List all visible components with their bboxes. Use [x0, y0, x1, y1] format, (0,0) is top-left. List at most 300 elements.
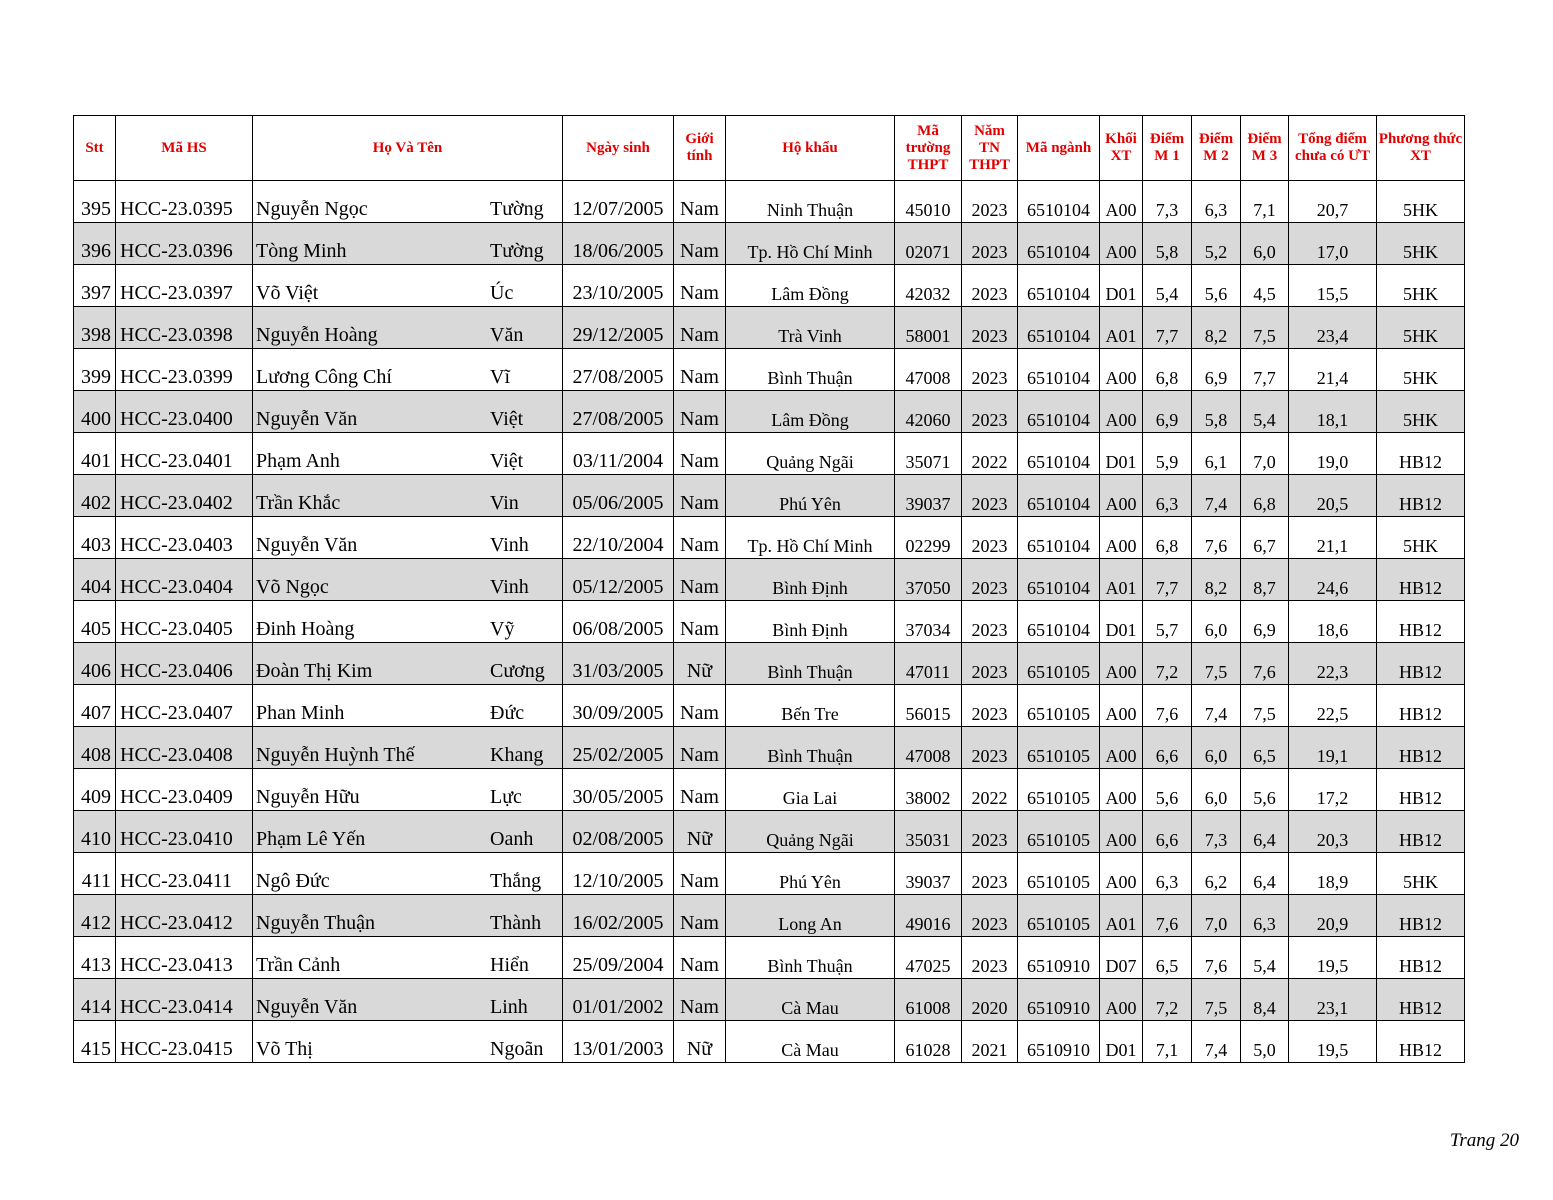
header-khoi: Khối XT: [1100, 116, 1143, 181]
cell-ho-ten: [253, 559, 563, 601]
cell-phuong-thuc: HB12: [1377, 979, 1465, 1021]
cell-nam-tn: 2023: [962, 181, 1018, 223]
cell-nam-tn: 2023: [962, 307, 1018, 349]
cell-ngay-sinh: 23/10/2005: [563, 265, 674, 307]
ho-dem: Phan Minh: [256, 702, 345, 724]
cell-diem2: 5,2: [1192, 223, 1241, 265]
cell-nam-tn: 2023: [962, 895, 1018, 937]
cell-tong: 20,7: [1289, 181, 1377, 223]
cell-ngay-sinh: 01/01/2002: [563, 979, 674, 1021]
cell-ma-hs: HCC-23.0410: [116, 811, 253, 853]
cell-ho-ten: [253, 181, 563, 223]
cell-phuong-thuc: 5HK: [1377, 307, 1465, 349]
cell-diem2: 6,1: [1192, 433, 1241, 475]
ho-dem: Nguyễn Hoàng: [256, 324, 378, 346]
table-row: [74, 559, 1465, 601]
cell-ho-khau: Ninh Thuận: [726, 181, 895, 223]
cell-tong: 22,5: [1289, 685, 1377, 727]
ho-dem: Tòng Minh: [256, 240, 347, 262]
cell-tong: 18,1: [1289, 391, 1377, 433]
cell-ngay-sinh: 25/02/2005: [563, 727, 674, 769]
cell-diem3: 5,4: [1241, 391, 1289, 433]
cell-gioi-tinh: Nam: [674, 895, 726, 937]
table-row: [74, 685, 1465, 727]
cell-gioi-tinh: Nam: [674, 601, 726, 643]
cell-ho-ten: [253, 349, 563, 391]
cell-ho-khau: Gia Lai: [726, 769, 895, 811]
header-stt: Stt: [74, 116, 116, 181]
table-row: [74, 727, 1465, 769]
cell-ngay-sinh: 30/09/2005: [563, 685, 674, 727]
cell-nam-tn: 2023: [962, 727, 1018, 769]
cell-ma-nganh: 6510104: [1018, 391, 1100, 433]
cell-ma-nganh: 6510104: [1018, 307, 1100, 349]
page-number: Trang 20: [1449, 1130, 1519, 1151]
cell-diem2: 7,5: [1192, 979, 1241, 1021]
cell-ma-nganh: 6510104: [1018, 601, 1100, 643]
cell-ma-nganh: 6510104: [1018, 517, 1100, 559]
header-diem3: Điểm M 3: [1241, 116, 1289, 181]
header-tong: Tổng điểm chưa có ƯT: [1289, 116, 1377, 181]
cell-ma-truong: 39037: [895, 853, 962, 895]
cell-diem1: 5,7: [1143, 601, 1192, 643]
cell-ngay-sinh: 02/08/2005: [563, 811, 674, 853]
table-row: [74, 895, 1465, 937]
cell-khoi: A00: [1100, 643, 1143, 685]
ho-dem: Nguyễn Văn: [256, 534, 358, 556]
cell-ho-ten: [253, 433, 563, 475]
ten: Cương: [490, 660, 545, 682]
cell-ngay-sinh: 16/02/2005: [563, 895, 674, 937]
cell-ho-khau: Bình Thuận: [726, 727, 895, 769]
cell-phuong-thuc: 5HK: [1377, 265, 1465, 307]
cell-ho-ten: [253, 937, 563, 979]
table-row: [74, 811, 1465, 853]
cell-khoi: A00: [1100, 727, 1143, 769]
cell-ngay-sinh: 29/12/2005: [563, 307, 674, 349]
cell-ngay-sinh: 13/01/2003: [563, 1021, 674, 1063]
cell-nam-tn: 2023: [962, 265, 1018, 307]
cell-ma-hs: HCC-23.0404: [116, 559, 253, 601]
table-row: [74, 643, 1465, 685]
cell-diem3: 6,8: [1241, 475, 1289, 517]
ten: Vỹ: [490, 618, 515, 640]
cell-tong: 20,3: [1289, 811, 1377, 853]
cell-ho-ten: [253, 769, 563, 811]
cell-khoi: D01: [1100, 1021, 1143, 1063]
cell-ma-hs: HCC-23.0398: [116, 307, 253, 349]
cell-diem3: 5,0: [1241, 1021, 1289, 1063]
cell-ma-truong: 47008: [895, 349, 962, 391]
cell-ma-truong: 37050: [895, 559, 962, 601]
ten: Việt: [490, 408, 524, 430]
header-diem2: Điểm M 2: [1192, 116, 1241, 181]
cell-gioi-tinh: Nam: [674, 979, 726, 1021]
cell-ma-nganh: 6510104: [1018, 559, 1100, 601]
cell-ma-hs: HCC-23.0413: [116, 937, 253, 979]
cell-ngay-sinh: 05/06/2005: [563, 475, 674, 517]
cell-nam-tn: 2023: [962, 391, 1018, 433]
cell-stt: 406: [74, 643, 116, 685]
cell-tong: 24,6: [1289, 559, 1377, 601]
cell-ho-ten: [253, 811, 563, 853]
cell-ma-hs: HCC-23.0414: [116, 979, 253, 1021]
cell-tong: 19,0: [1289, 433, 1377, 475]
ten: Vin: [490, 492, 519, 514]
cell-ma-truong: 47008: [895, 727, 962, 769]
cell-tong: 20,9: [1289, 895, 1377, 937]
cell-nam-tn: 2023: [962, 685, 1018, 727]
cell-diem2: 8,2: [1192, 559, 1241, 601]
table-row: [74, 433, 1465, 475]
table-row: [74, 601, 1465, 643]
cell-ma-hs: HCC-23.0396: [116, 223, 253, 265]
cell-tong: 19,1: [1289, 727, 1377, 769]
cell-diem3: 8,4: [1241, 979, 1289, 1021]
ten: Tường: [490, 198, 544, 220]
cell-ho-khau: Trà Vinh: [726, 307, 895, 349]
cell-ma-hs: HCC-23.0409: [116, 769, 253, 811]
cell-tong: 19,5: [1289, 937, 1377, 979]
header-ma-truong: Mã trường THPT: [895, 116, 962, 181]
cell-diem1: 6,9: [1143, 391, 1192, 433]
cell-gioi-tinh: Nam: [674, 769, 726, 811]
cell-phuong-thuc: HB12: [1377, 895, 1465, 937]
cell-diem3: 6,4: [1241, 853, 1289, 895]
cell-diem3: 4,5: [1241, 265, 1289, 307]
cell-gioi-tinh: Nam: [674, 559, 726, 601]
cell-ho-ten: [253, 307, 563, 349]
cell-diem2: 8,2: [1192, 307, 1241, 349]
cell-nam-tn: 2023: [962, 559, 1018, 601]
cell-stt: 409: [74, 769, 116, 811]
cell-ma-hs: HCC-23.0401: [116, 433, 253, 475]
cell-ngay-sinh: 30/05/2005: [563, 769, 674, 811]
cell-ho-ten: [253, 223, 563, 265]
cell-ho-khau: Quảng Ngãi: [726, 811, 895, 853]
cell-khoi: A00: [1100, 391, 1143, 433]
cell-ma-hs: HCC-23.0399: [116, 349, 253, 391]
cell-ma-nganh: 6510105: [1018, 727, 1100, 769]
cell-ma-nganh: 6510104: [1018, 181, 1100, 223]
cell-gioi-tinh: Nam: [674, 265, 726, 307]
ho-dem: Phạm Anh: [256, 450, 340, 472]
ten: Tường: [490, 240, 544, 262]
cell-ma-hs: HCC-23.0397: [116, 265, 253, 307]
cell-ho-ten: [253, 895, 563, 937]
ho-dem: Võ Ngọc: [256, 576, 329, 598]
cell-ma-truong: 35071: [895, 433, 962, 475]
cell-ma-hs: HCC-23.0411: [116, 853, 253, 895]
cell-ma-nganh: 6510104: [1018, 223, 1100, 265]
cell-ma-truong: 42032: [895, 265, 962, 307]
cell-ma-hs: HCC-23.0408: [116, 727, 253, 769]
cell-diem1: 7,1: [1143, 1021, 1192, 1063]
cell-ma-hs: HCC-23.0407: [116, 685, 253, 727]
table-row: [74, 223, 1465, 265]
cell-gioi-tinh: Nam: [674, 727, 726, 769]
cell-khoi: A00: [1100, 853, 1143, 895]
ten: Vinh: [490, 534, 529, 556]
cell-diem2: 7,4: [1192, 475, 1241, 517]
cell-ma-nganh: 6510910: [1018, 937, 1100, 979]
ten: Khang: [490, 744, 544, 766]
cell-ho-ten: [253, 475, 563, 517]
ten: Việt: [490, 450, 524, 472]
cell-ma-truong: 49016: [895, 895, 962, 937]
cell-stt: 413: [74, 937, 116, 979]
cell-tong: 21,4: [1289, 349, 1377, 391]
ho-dem: Trần Khắc: [256, 492, 341, 514]
cell-ma-truong: 47011: [895, 643, 962, 685]
cell-ngay-sinh: 27/08/2005: [563, 391, 674, 433]
cell-ma-hs: HCC-23.0412: [116, 895, 253, 937]
cell-stt: 403: [74, 517, 116, 559]
cell-diem3: 6,3: [1241, 895, 1289, 937]
header-diem1: Điểm M 1: [1143, 116, 1192, 181]
cell-ngay-sinh: 25/09/2004: [563, 937, 674, 979]
cell-phuong-thuc: HB12: [1377, 559, 1465, 601]
cell-khoi: D01: [1100, 265, 1143, 307]
cell-ma-nganh: 6510104: [1018, 433, 1100, 475]
header-gioi-tinh: Giới tính: [674, 116, 726, 181]
ten: Thắng: [490, 870, 542, 892]
cell-diem3: 6,4: [1241, 811, 1289, 853]
cell-phuong-thuc: 5HK: [1377, 391, 1465, 433]
cell-diem3: 7,5: [1241, 307, 1289, 349]
cell-stt: 415: [74, 1021, 116, 1063]
cell-ma-truong: 35031: [895, 811, 962, 853]
cell-diem2: 5,6: [1192, 265, 1241, 307]
cell-tong: 19,5: [1289, 1021, 1377, 1063]
cell-ho-khau: Long An: [726, 895, 895, 937]
ho-dem: Nguyễn Hữu: [256, 786, 360, 808]
cell-ho-khau: Bình Thuận: [726, 937, 895, 979]
cell-stt: 411: [74, 853, 116, 895]
cell-ma-truong: 42060: [895, 391, 962, 433]
cell-stt: 397: [74, 265, 116, 307]
header-ngay-sinh: Ngày sinh: [563, 116, 674, 181]
cell-khoi: A00: [1100, 475, 1143, 517]
cell-gioi-tinh: Nam: [674, 391, 726, 433]
header-ho-ten: Họ Và Tên: [253, 116, 563, 181]
cell-khoi: A00: [1100, 979, 1143, 1021]
cell-ma-nganh: 6510105: [1018, 685, 1100, 727]
cell-diem3: 5,4: [1241, 937, 1289, 979]
cell-diem1: 5,8: [1143, 223, 1192, 265]
cell-ma-hs: HCC-23.0403: [116, 517, 253, 559]
ten: Vĩ: [490, 366, 510, 388]
cell-nam-tn: 2023: [962, 643, 1018, 685]
cell-nam-tn: 2022: [962, 433, 1018, 475]
header-ma-hs: Mã HS: [116, 116, 253, 181]
table-row: [74, 265, 1465, 307]
cell-ho-khau: Tp. Hồ Chí Minh: [726, 517, 895, 559]
cell-phuong-thuc: 5HK: [1377, 181, 1465, 223]
cell-nam-tn: 2023: [962, 811, 1018, 853]
cell-tong: 17,0: [1289, 223, 1377, 265]
cell-ho-khau: Bình Định: [726, 601, 895, 643]
cell-diem1: 6,6: [1143, 727, 1192, 769]
table-row: [74, 475, 1465, 517]
cell-stt: 396: [74, 223, 116, 265]
cell-stt: 410: [74, 811, 116, 853]
table-row: [74, 979, 1465, 1021]
cell-tong: 17,2: [1289, 769, 1377, 811]
cell-diem1: 6,8: [1143, 349, 1192, 391]
ho-dem: Ngô Đức: [256, 870, 330, 892]
cell-diem2: 5,8: [1192, 391, 1241, 433]
cell-ho-khau: Cà Mau: [726, 1021, 895, 1063]
cell-khoi: D01: [1100, 601, 1143, 643]
cell-khoi: A01: [1100, 307, 1143, 349]
cell-stt: 414: [74, 979, 116, 1021]
cell-gioi-tinh: Nam: [674, 181, 726, 223]
cell-stt: 398: [74, 307, 116, 349]
cell-phuong-thuc: 5HK: [1377, 223, 1465, 265]
cell-gioi-tinh: Nam: [674, 349, 726, 391]
cell-diem3: 7,1: [1241, 181, 1289, 223]
cell-khoi: A00: [1100, 769, 1143, 811]
cell-diem2: 7,0: [1192, 895, 1241, 937]
cell-stt: 407: [74, 685, 116, 727]
ho-dem: Đoàn Thị Kim: [256, 660, 373, 682]
cell-ho-khau: Quảng Ngãi: [726, 433, 895, 475]
cell-tong: 23,1: [1289, 979, 1377, 1021]
cell-ma-hs: HCC-23.0406: [116, 643, 253, 685]
cell-ho-khau: Phú Yên: [726, 475, 895, 517]
ten: Oanh: [490, 828, 534, 850]
ho-dem: Nguyễn Ngọc: [256, 198, 368, 220]
cell-diem2: 6,0: [1192, 601, 1241, 643]
ten: Văn: [490, 324, 524, 346]
cell-ho-khau: Phú Yên: [726, 853, 895, 895]
cell-diem2: 7,3: [1192, 811, 1241, 853]
table-row: [74, 1021, 1465, 1063]
cell-ma-truong: 56015: [895, 685, 962, 727]
cell-diem3: 5,6: [1241, 769, 1289, 811]
cell-diem1: 6,5: [1143, 937, 1192, 979]
cell-diem2: 6,3: [1192, 181, 1241, 223]
cell-nam-tn: 2023: [962, 517, 1018, 559]
cell-diem3: 7,0: [1241, 433, 1289, 475]
cell-ma-nganh: 6510104: [1018, 349, 1100, 391]
cell-diem1: 7,3: [1143, 181, 1192, 223]
cell-tong: 22,3: [1289, 643, 1377, 685]
cell-diem2: 7,4: [1192, 1021, 1241, 1063]
table-row: [74, 853, 1465, 895]
table-row: [74, 517, 1465, 559]
cell-stt: 402: [74, 475, 116, 517]
cell-stt: 405: [74, 601, 116, 643]
cell-nam-tn: 2022: [962, 769, 1018, 811]
cell-gioi-tinh: Nam: [674, 685, 726, 727]
ho-dem: Nguyễn Huỳnh Thế: [256, 744, 415, 766]
header-ma-nganh: Mã ngành: [1018, 116, 1100, 181]
cell-ho-ten: [253, 601, 563, 643]
cell-gioi-tinh: Nam: [674, 937, 726, 979]
cell-ho-khau: Lâm Đồng: [726, 265, 895, 307]
ho-dem: Đinh Hoàng: [256, 618, 355, 640]
cell-nam-tn: 2023: [962, 475, 1018, 517]
cell-ma-nganh: 6510104: [1018, 265, 1100, 307]
cell-ma-truong: 47025: [895, 937, 962, 979]
cell-stt: 401: [74, 433, 116, 475]
cell-diem1: 6,8: [1143, 517, 1192, 559]
cell-diem3: 6,5: [1241, 727, 1289, 769]
cell-diem3: 6,0: [1241, 223, 1289, 265]
cell-diem1: 7,2: [1143, 979, 1192, 1021]
cell-gioi-tinh: Nam: [674, 223, 726, 265]
table-row: [74, 307, 1465, 349]
ho-dem: Võ Việt: [256, 282, 319, 304]
cell-diem1: 5,6: [1143, 769, 1192, 811]
cell-ma-hs: HCC-23.0405: [116, 601, 253, 643]
cell-diem1: 6,3: [1143, 475, 1192, 517]
cell-ho-ten: [253, 265, 563, 307]
cell-diem1: 7,6: [1143, 895, 1192, 937]
cell-khoi: A00: [1100, 223, 1143, 265]
cell-gioi-tinh: Nam: [674, 517, 726, 559]
cell-ma-nganh: 6510105: [1018, 853, 1100, 895]
cell-stt: 395: [74, 181, 116, 223]
cell-ma-nganh: 6510104: [1018, 475, 1100, 517]
ten: Thành: [490, 912, 542, 934]
cell-ma-nganh: 6510910: [1018, 979, 1100, 1021]
cell-gioi-tinh: Nam: [674, 475, 726, 517]
ten: Hiển: [490, 954, 529, 976]
cell-stt: 399: [74, 349, 116, 391]
cell-diem2: 6,9: [1192, 349, 1241, 391]
cell-phuong-thuc: 5HK: [1377, 517, 1465, 559]
student-list-table: [73, 115, 1465, 1063]
cell-tong: 15,5: [1289, 265, 1377, 307]
cell-gioi-tinh: Nữ: [674, 1021, 726, 1063]
cell-gioi-tinh: Nam: [674, 433, 726, 475]
cell-diem3: 6,9: [1241, 601, 1289, 643]
cell-ma-hs: HCC-23.0415: [116, 1021, 253, 1063]
cell-diem2: 7,6: [1192, 517, 1241, 559]
cell-ma-nganh: 6510105: [1018, 811, 1100, 853]
cell-diem3: 7,5: [1241, 685, 1289, 727]
ho-dem: Lương Công Chí: [256, 366, 392, 388]
cell-nam-tn: 2020: [962, 979, 1018, 1021]
cell-nam-tn: 2021: [962, 1021, 1018, 1063]
cell-tong: 21,1: [1289, 517, 1377, 559]
cell-ngay-sinh: 06/08/2005: [563, 601, 674, 643]
cell-ngay-sinh: 12/07/2005: [563, 181, 674, 223]
cell-ho-khau: Tp. Hồ Chí Minh: [726, 223, 895, 265]
cell-ma-truong: 45010: [895, 181, 962, 223]
cell-phuong-thuc: HB12: [1377, 433, 1465, 475]
cell-diem3: 6,7: [1241, 517, 1289, 559]
ten: Úc: [490, 282, 514, 304]
cell-ngay-sinh: 27/08/2005: [563, 349, 674, 391]
cell-khoi: A00: [1100, 349, 1143, 391]
cell-khoi: A00: [1100, 517, 1143, 559]
cell-diem2: 6,0: [1192, 727, 1241, 769]
cell-diem3: 7,7: [1241, 349, 1289, 391]
table-row: [74, 937, 1465, 979]
cell-gioi-tinh: Nữ: [674, 811, 726, 853]
table-body: [74, 181, 1465, 1063]
cell-khoi: A01: [1100, 895, 1143, 937]
cell-diem1: 7,7: [1143, 307, 1192, 349]
ho-dem: Võ Thị: [256, 1038, 313, 1060]
ten: Lực: [490, 786, 522, 808]
cell-ma-hs: HCC-23.0402: [116, 475, 253, 517]
cell-tong: 20,5: [1289, 475, 1377, 517]
